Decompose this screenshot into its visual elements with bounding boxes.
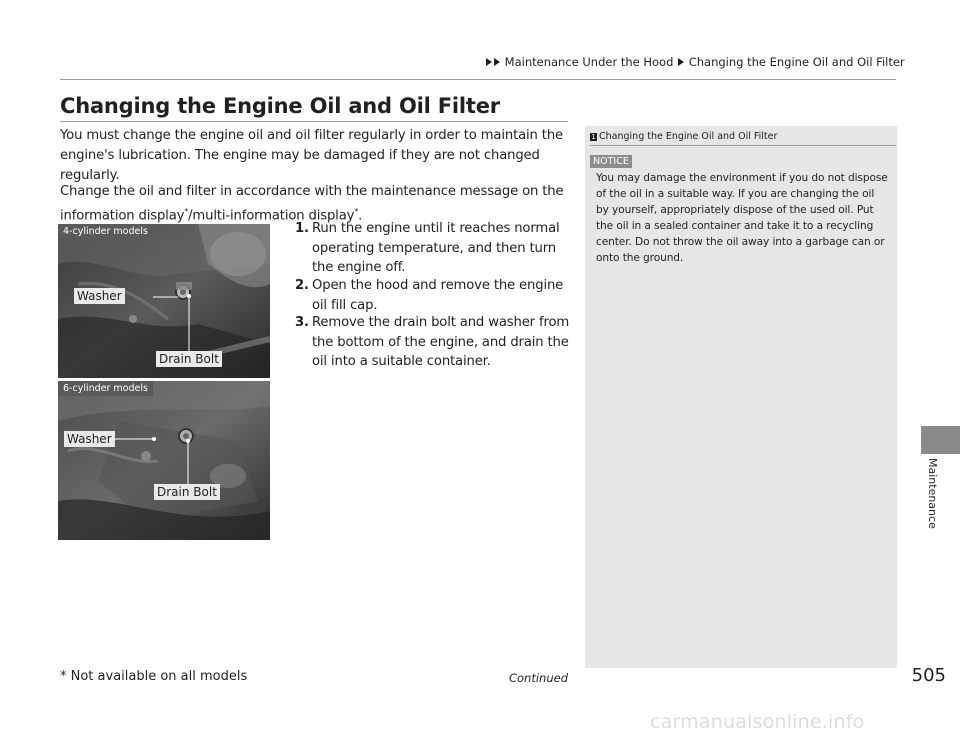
breadcrumb-item[interactable]: Maintenance Under the Hood (504, 55, 674, 69)
figure-tag: 6-cylinder models (58, 381, 153, 396)
section-tab-label (921, 458, 939, 578)
page-number: 505 (911, 665, 946, 686)
step-number: 1. (295, 221, 309, 236)
breadcrumb-arrow-icon (486, 58, 492, 66)
step-number: 2. (295, 278, 309, 293)
title-divider (60, 121, 568, 122)
breadcrumb (485, 55, 905, 69)
paragraph-text: Change the oil and filter in accordance with the maintenance message on the information display (60, 184, 564, 224)
breadcrumb-item[interactable]: Changing the Engine Oil and Oil Filter (688, 55, 905, 69)
footnote-marker[interactable]: * (354, 207, 359, 216)
step-number: 3. (295, 315, 309, 330)
intro-paragraph: You must change the engine oil and oil filter regularly in order to maintain the engine's lubrication. The engine may be damaged if they are not changed regularly. (60, 128, 563, 183)
section-tab-label-text: Maintenance (926, 458, 939, 529)
callout-washer: Washer (74, 288, 125, 304)
notice-text: You may damage the environment if you do not dispose of the oil in a suitable way. If you are changing the oil by yourself, appropriately dispose of the used oil. Put the oil in a sealed container and take it to a recycling center. Do not throw the oil away into a garbage can or onto the ground. (596, 172, 888, 264)
breadcrumb-arrow-icon (678, 58, 684, 66)
header-divider (60, 79, 896, 80)
photo-6-cylinder (58, 381, 270, 540)
footnote: * Not available on all models (60, 669, 248, 684)
breadcrumb-arrow-icon (494, 58, 500, 66)
page-title: Changing the Engine Oil and Oil Filter (60, 94, 500, 118)
step-text: Open the hood and remove the engine oil fill cap. (312, 278, 564, 313)
step-text: Remove the drain bolt and washer from the bottom of the engine, and drain the oil into a suitable container. (312, 315, 570, 369)
callout-drain-bolt: Drain Bolt (156, 351, 222, 367)
paragraph-text: /multi-information display (188, 208, 355, 224)
step-text: Run the engine until it reaches normal operating temperature, and then turn the engine off. (312, 221, 560, 275)
notice-badge: NOTICE (590, 155, 632, 168)
footnote-marker[interactable]: * (184, 207, 189, 216)
continued-label: Continued (508, 671, 568, 685)
reference-icon: 1 (591, 133, 596, 141)
callout-washer: Washer (64, 431, 115, 447)
sidebar-ref-title-text: Changing the Engine Oil and Oil Filter (599, 131, 778, 142)
section-tab[interactable] (921, 426, 960, 454)
sidebar-ref-title (590, 131, 777, 142)
engine-underside-illustration (58, 381, 270, 540)
sidebar-divider (590, 145, 896, 146)
photo-4-cylinder (58, 224, 270, 378)
figure-tag: 4-cylinder models (58, 224, 153, 239)
paragraph-text: . (358, 208, 363, 224)
callout-drain-bolt: Drain Bolt (154, 484, 220, 500)
watermark: carmanualsonline.info (650, 711, 865, 733)
